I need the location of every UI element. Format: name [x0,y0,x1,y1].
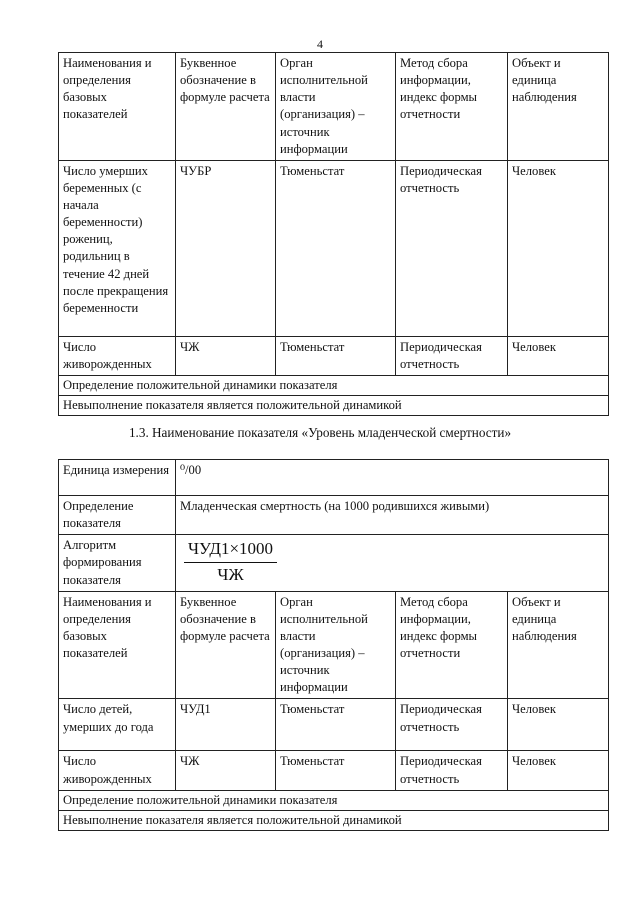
table-cell: Число умерших беременных (с начала беременности) рожениц, родильниц в течение 42 дней после прекращения беременности [59,160,176,336]
table-footer-row [59,790,609,810]
table-cell: Тюменьстат [276,699,396,751]
table-cell: Периодическая отчетность [396,699,508,751]
positive-dynamics-value: Невыполнение показателя является положительной динамикой [59,396,609,416]
table-cell: Периодическая отчетность [396,160,508,336]
table-cell: Периодическая отчетность [396,336,508,375]
table-footer-row [59,376,609,396]
formula-denominator: ЧЖ [217,564,244,584]
unit-label: Единица измерения [59,460,176,496]
table-cell: Периодическая отчетность [396,751,508,790]
header-cell: Объект и единица наблюдения [508,591,609,699]
table-cell: Человек [508,336,609,375]
table-cell: Тюменьстат [276,336,396,375]
table-row [59,751,609,790]
table-cell: ЧУД1 [176,699,276,751]
definition-label: Определение показателя [59,496,176,535]
page-number: 4 [317,37,323,51]
header-cell: Орган исполнительной власти (организация) – источник информации [276,53,396,161]
formula-numerator: ЧУД1×1000 [184,539,277,562]
positive-dynamics-value: Невыполнение показателя является положительной динамикой [59,810,609,830]
indicator-table-1 [58,52,609,416]
header-cell: Наименования и определения базовых показателей [59,53,176,161]
header-cell: Буквенное обозначение в формуле расчета [176,591,276,699]
positive-dynamics-label: Определение положительной динамики показателя [59,790,609,810]
table-cell: ЧЖ [176,751,276,790]
table-cell: Число живорожденных [59,751,176,790]
table-cell: Число живорожденных [59,336,176,375]
table-cell: ЧЖ [176,336,276,375]
unit-value: ⁰/00 [176,460,609,496]
formula-cell [176,535,609,591]
header-cell: Объект и единица наблюдения [508,53,609,161]
table-cell: Число детей, умерших до года [59,699,176,751]
table-cell: Человек [508,699,609,751]
table-header-row [59,591,609,699]
table-footer-row [59,396,609,416]
header-cell: Метод сбора информации, индекс формы отчетности [396,53,508,161]
table-row [59,699,609,751]
unit-row [59,460,609,496]
table-cell: ЧУБР [176,160,276,336]
header-cell: Метод сбора информации, индекс формы отчетности [396,591,508,699]
table-cell: Человек [508,751,609,790]
algorithm-row [59,535,609,591]
header-cell: Наименования и определения базовых показателей [59,591,176,699]
header-cell: Орган исполнительной власти (организация) – источник информации [276,591,396,699]
indicator-table-2 [58,459,609,831]
table-row [59,336,609,375]
section-title: 1.3. Наименование показателя «Уровень младенческой смертности» [128,425,512,440]
definition-value: Младенческая смертность (на 1000 родившихся живыми) [176,496,609,535]
table-row [59,160,609,336]
positive-dynamics-label: Определение положительной динамики показателя [59,376,609,396]
formula-fraction [184,539,277,585]
table-header-row [59,53,609,161]
table-cell: Человек [508,160,609,336]
table-cell: Тюменьстат [276,160,396,336]
table-cell: Тюменьстат [276,751,396,790]
table-footer-row [59,810,609,830]
definition-row [59,496,609,535]
header-cell: Буквенное обозначение в формуле расчета [176,53,276,161]
algorithm-label: Алгоритм формирования показателя [59,535,176,591]
